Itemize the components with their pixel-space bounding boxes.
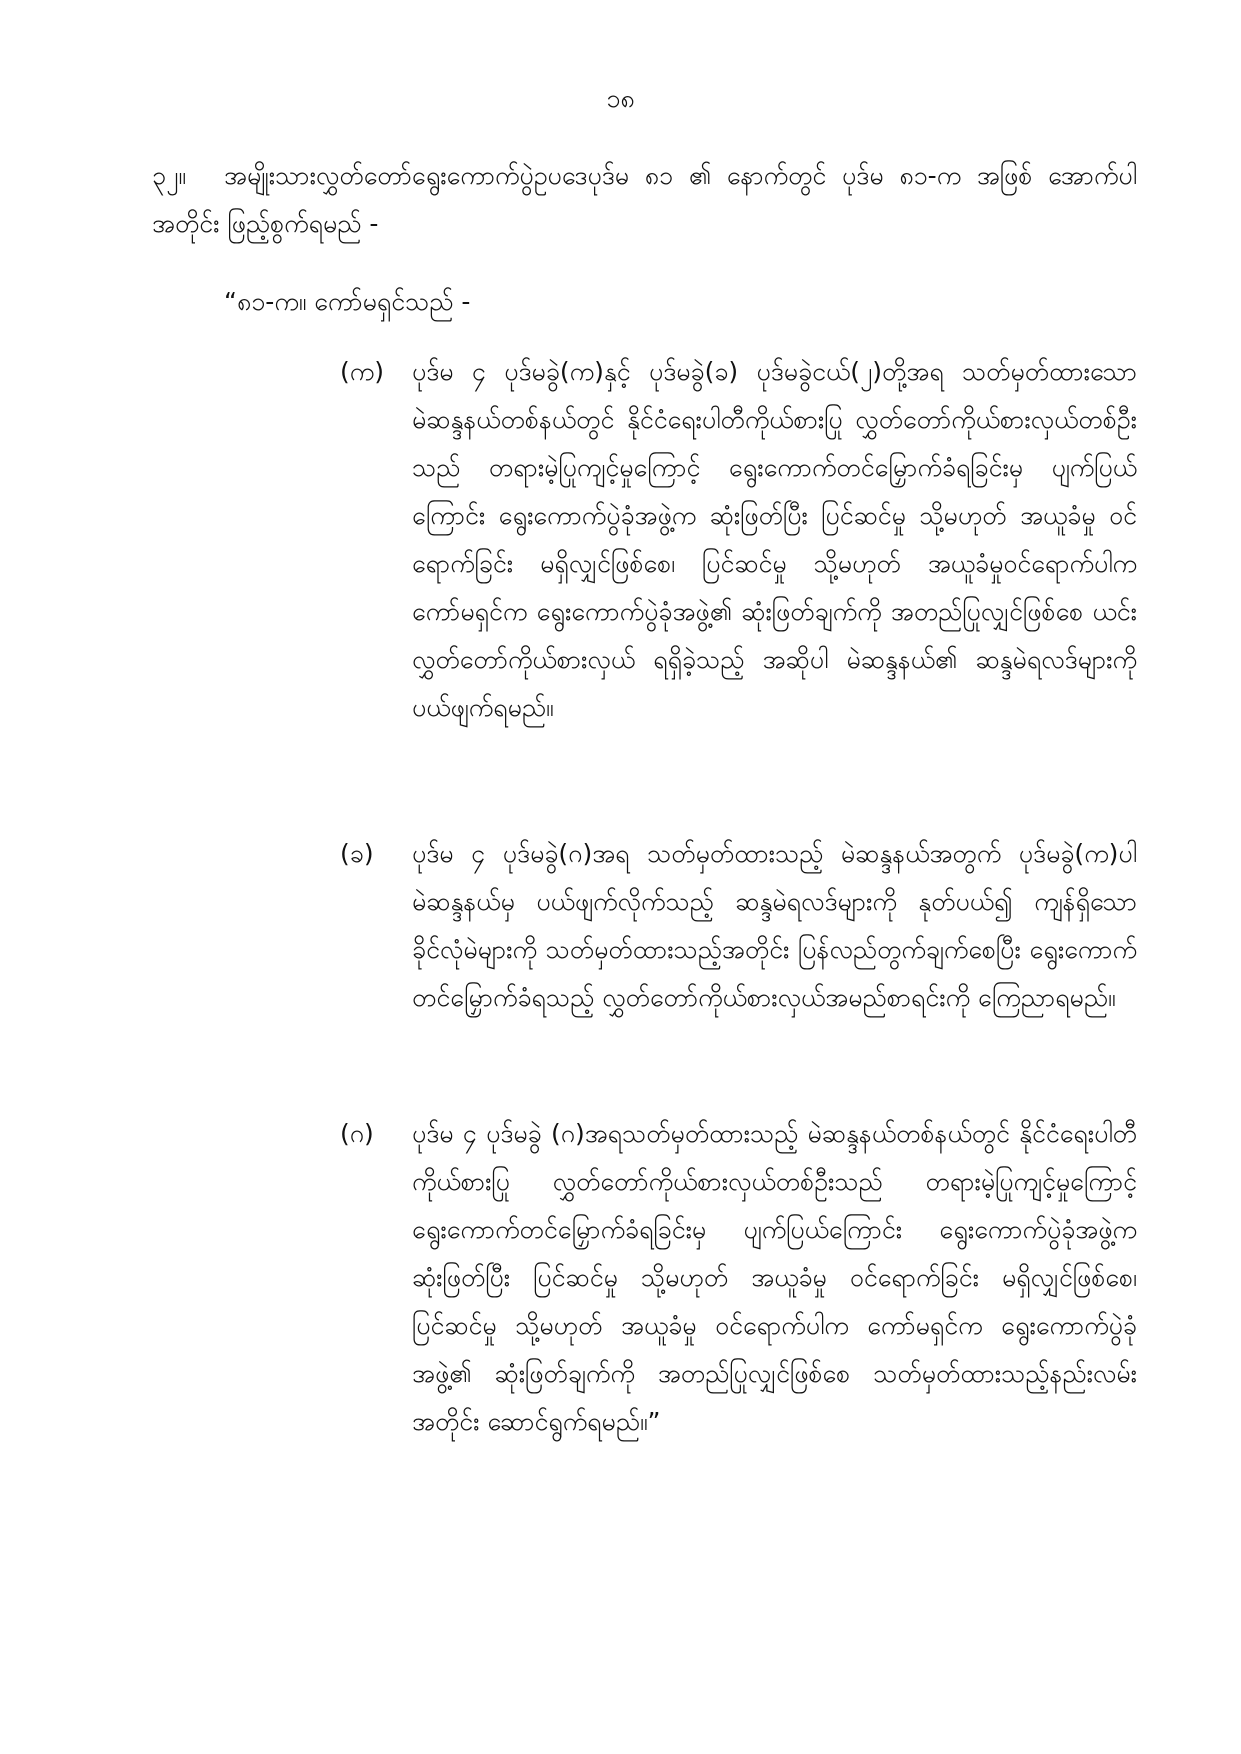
clause-marker: (ခ): [340, 839, 374, 868]
section-text: အမျိုးသားလွှတ်တော်ရွေးကောက်ပွဲဥပဒေပုဒ်မ ၈၁ ၏ နောက်တွင် ပုဒ်မ ၈၁-က အဖြစ် အောက်ပါအတိုင်း ဖြည့်စွက်ရမည် -: [152, 161, 1137, 238]
clause-marker: (ဂ): [340, 1119, 374, 1148]
page-number: ၁၈: [606, 84, 635, 113]
subsection-heading: “၈၁-က။ ကော်မရှင်သည် -: [224, 287, 471, 316]
clause-text: ပုဒ်မ ၄ ပုဒ်မခွဲ(ဂ)အရ သတ်မှတ်ထားသည့် မဲဆန္ဒနယ်အတွက် ပုဒ်မခွဲ(က)ပါ မဲဆန္ဒနယ်မှ ပယ်ဖျက်လိုက်သည့် ဆန္ဒမဲရလဒ်များကို နုတ်ပယ်၍ ကျန်ရှိသော ခိုင်လုံမဲများကို သတ်မှတ်ထားသည့်အတိုင်း ပြန်လည်တွက်ချက်စေပြီး ရွေးကောက်တင်မြှောက်ခံရသည့် လွှတ်တော်ကိုယ်စားလှယ်အမည်စာရင်းကို ကြေညာရမည်။: [412, 839, 1137, 1012]
clause-ka: [340, 348, 1137, 732]
clause-text: ပုဒ်မ ၄ ပုဒ်မခွဲ(က)နှင့် ပုဒ်မခွဲ(ခ) ပုဒ်မခွဲငယ်(၂)တို့အရ သတ်မှတ်ထားသော မဲဆန္ဒနယ်တစ်နယ်တွင် နိုင်ငံရေးပါတီကိုယ်စားပြု လွှတ်တော်ကိုယ်စားလှယ်တစ်ဦးသည် တရားမဲ့ပြုကျင့်မှုကြောင့် ရွေးကောက်တင်မြှောက်ခံရခြင်းမှ ပျက်ပြယ်ကြောင်း ရွေးကောက်ပွဲခုံအဖွဲ့က ဆုံးဖြတ်ပြီး ပြင်ဆင်မှု သို့မဟုတ် အယူခံမှု ဝင်ရောက်ခြင်း မရှိလျှင်ဖြစ်စေ၊ ပြင်ဆင်မှု သို့မဟုတ် အယူခံမှုဝင်ရောက်ပါက ကော်မရှင်က ရွေးကောက်ပွဲခုံအဖွဲ့၏ ဆုံးဖြတ်ချက်ကို အတည်ပြုလျှင်ဖြစ်စေ ယင်းလွှတ်တော်ကိုယ်စားလှယ် ရရှိခဲ့သည့် အဆိုပါ မဲဆန္ဒနယ်၏ ဆန္ဒမဲရလဒ်များကို ပယ်ဖျက်ရမည်။: [412, 357, 1137, 722]
section-paragraph: [152, 152, 1137, 248]
clause-text: ပုဒ်မ ၄ ပုဒ်မခွဲ (ဂ)အရသတ်မှတ်ထားသည့် မဲဆန္ဒနယ်တစ်နယ်တွင် နိုင်ငံရေးပါတီကိုယ်စားပြု လွှတ်တော်ကိုယ်စားလှယ်တစ်ဦးသည် တရားမဲ့ပြုကျင့်မှုကြောင့် ရွေးကောက်တင်မြှောက်ခံရခြင်းမှ ပျက်ပြယ်ကြောင်း ရွေးကောက်ပွဲခုံအဖွဲ့က ဆုံးဖြတ်ပြီး ပြင်ဆင်မှု သို့မဟုတ် အယူခံမှု ဝင်ရောက်ခြင်း မရှိလျှင်ဖြစ်စေ၊ ပြင်ဆင်မှု သို့မဟုတ် အယူခံမှု ဝင်ရောက်ပါက ကော်မရှင်က ရွေးကောက်ပွဲခုံအဖွဲ့၏ ဆုံးဖြတ်ချက်ကို အတည်ပြုလျှင်ဖြစ်စေ သတ်မှတ်ထားသည့်နည်းလမ်းအတိုင်း ဆောင်ရွက်ရမည်။”: [412, 1119, 1137, 1436]
clause-ga: [340, 1110, 1137, 1446]
clause-kha: [340, 830, 1137, 1022]
clause-marker: (က): [340, 357, 384, 386]
section-number: ၃၂။: [152, 161, 186, 190]
